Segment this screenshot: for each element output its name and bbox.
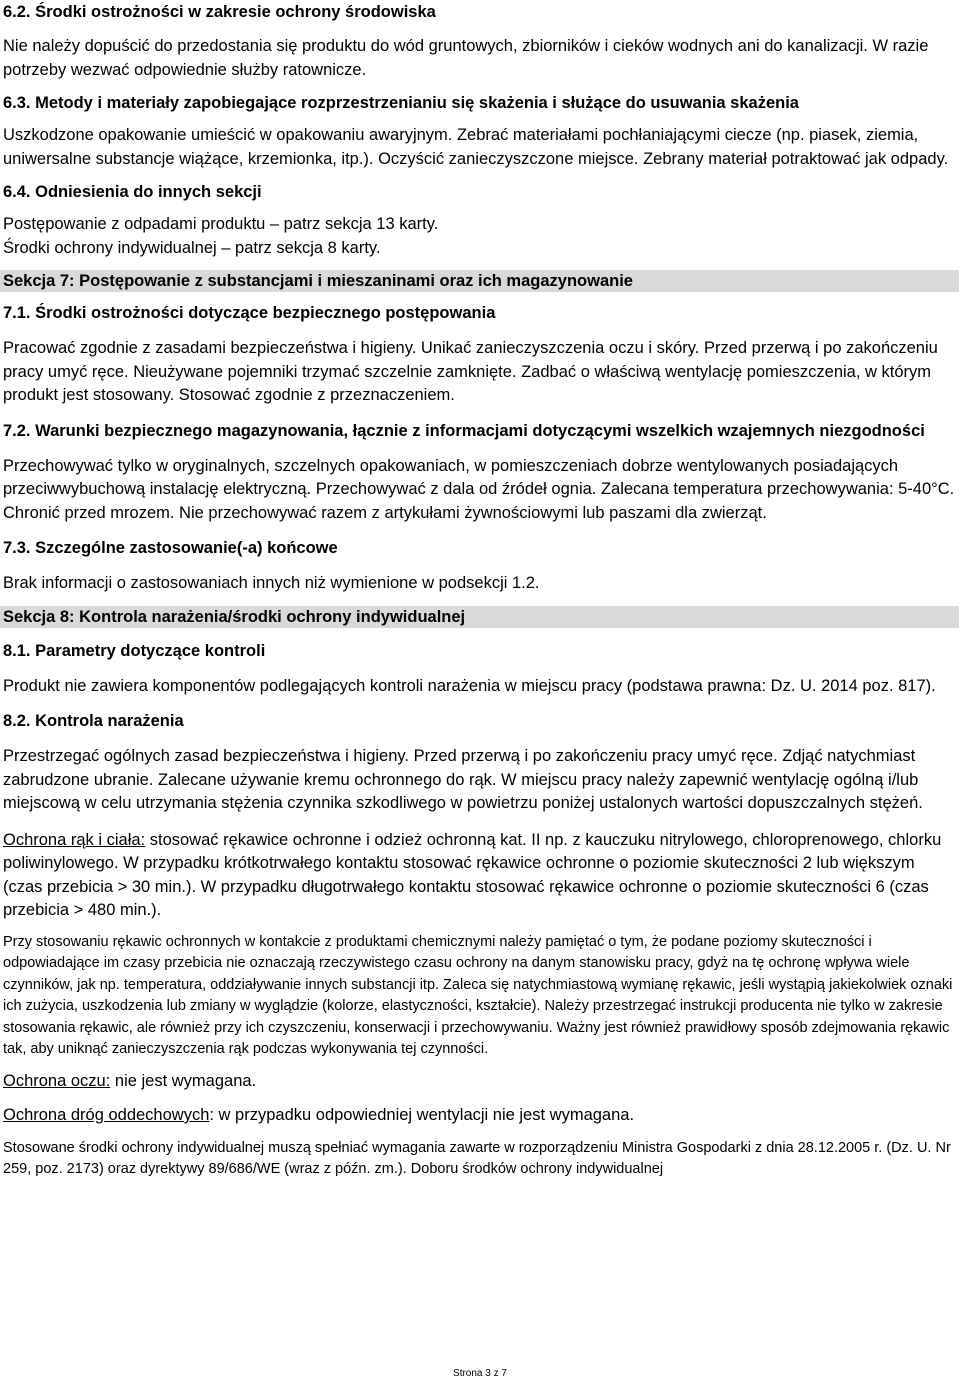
paragraph-8-2: Przestrzegać ogólnych zasad bezpieczeństwa i higieny. Przed przerwą i po zakończeniu pracy umyć ręce. Zdjąć natychmiast zabrudzone ubranie. Zalecane używanie kremu ochronnego do rąk. W miejscu pracy należy zapewnić wentylację ogólną i/lub miejscową w celu utrzymania stężenia czynnika szkodliwego w powietrzu poniżej ustalonych wartości dopuszczalnych stężeń.: [3, 747, 923, 812]
heading-6-3: 6.3. Metody i materiały zapobiegające rozprzestrzenianiu się skażenia i służące do usuwania skażenia: [3, 94, 799, 112]
page-separator: z: [490, 1368, 502, 1379]
eye-protection-label: Ochrona oczu:: [3, 1071, 111, 1090]
paragraph-ppe-requirements: Stosowane środki ochrony indywidualnej muszą spełniać wymagania zawarte w rozporządzeniu Ministra Gospodarki z dnia 28.12.2005 r. (Dz. U. Nr 259, poz. 2173) oraz dyrektywy 89/686/WE (wraz z późn. zm.). Doboru środków ochrony indywidualnej: [3, 1139, 951, 1177]
respiratory-protection-text: : w przypadku odpowiedniej wentylacji nie jest wymagana.: [209, 1106, 635, 1124]
paragraph-7-3: Brak informacji o zastosowaniach innych niż wymienione w podsekcji 1.2.: [3, 574, 540, 592]
paragraph-gloves-note: Przy stosowaniu rękawic ochronnych w kontakcie z produktami chemicznymi należy pamiętać o tym, że podane poziomy skuteczności i odpowiadające im czasy przebicia nie oznaczają rzeczywistego czasu ochrony na danym stanowisku pracy, gdyż na tę ochronę wpływa wiele czynników, jak np. temperatura, oddziaływanie innych substancji itp. Zaleca się natychmiastową wymianę rękawic, jeśli wystąpią jakiekolwiek oznaki ich zużycia, uszkodzenia lub zmiany w wyglądzie (kolorze, elastyczności, kształcie). Należy przestrzegać instrukcji producenta nie tylko w zakresie stosowania rękawic, ale również przy ich czyszczeniu, konserwacji i przechowywaniu. Ważny jest również prawidłowy sposób zdejmowania rękawic tak, aby uniknąć zanieczyszczenia rąk podczas wykonywania tej czynności.: [3, 933, 953, 1057]
heading-8-2: 8.2. Kontrola narażenia: [3, 712, 184, 730]
heading-6-2: 6.2. Środki ostrożności w zakresie ochrony środowiska: [3, 3, 436, 21]
paragraph-8-1: Produkt nie zawiera komponentów podlegających kontroli narażenia w miejscu pracy (podstawa prawna: Dz. U. 2014 poz. 817).: [3, 676, 936, 695]
section-7-title: Sekcja 7: Postępowanie z substancjami i mieszaninami oraz ich magazynowanie: [0, 270, 959, 292]
page-footer: [0, 1367, 960, 1380]
hand-protection-text: stosować rękawice ochronne i odzież ochronną kat. II np. z kauczuku nitrylowego, chloroprenowego, chlorku poliwinylowego. W przypadku krótkotrwałego kontaktu stosować rękawice ochronne o poziomie skuteczności 2 lub większym (czas przebicia > 30 min.). W przypadku długotrwałego kontaktu stosować rękawice ochronne o poziomie skuteczności 6 (czas przebicia > 480 min.).: [3, 830, 942, 919]
page-total: 7: [501, 1368, 507, 1379]
paragraph-7-1: Pracować zgodnie z zasadami bezpieczeństwa i higieny. Unikać zanieczyszczenia oczu i skóry. Przed przerwą i po zakończeniu pracy umyć ręce. Nieużywane pojemniki trzymać szczelnie zamknięte. Zadbać o właściwą wentylację pomieszczenia, w którym produkt jest stosowany. Stosować zgodnie z przeznaczeniem.: [3, 339, 938, 404]
heading-7-2: 7.2. Warunki bezpiecznego magazynowania, łącznie z informacjami dotyczącymi wszelkich wzajemnych niezgodności: [3, 421, 925, 440]
respiratory-protection-label: Ochrona dróg oddechowych: [3, 1106, 210, 1124]
paragraph-respiratory-protection: [3, 1104, 955, 1128]
paragraph-7-2: Przechowywać tylko w oryginalnych, szczelnych opakowaniach, w pomieszczeniach dobrze wentylowanych posiadających przeciwwybuchową instalację elektryczną. Przechowywać z dala od źródeł ognia. Zalecana temperatura przechowywania: 5-40°C. Chronić przed mrozem. Nie przechowywać razem z artykułami żywnościowymi lub paszami dla zwierząt.: [3, 456, 955, 522]
heading-7-3: 7.3. Szczególne zastosowanie(-a) końcowe: [3, 539, 338, 557]
page-label: Strona: [453, 1368, 486, 1379]
hand-protection-label: Ochrona rąk i ciała:: [3, 830, 146, 849]
paragraph-6-4-waste: Postępowanie z odpadami produktu – patrz sekcja 13 karty.: [3, 215, 439, 233]
heading-7-1: 7.1. Środki ostrożności dotyczące bezpiecznego postępowania: [3, 304, 496, 322]
section-8-title: Sekcja 8: Kontrola narażenia/środki ochrony indywidualnej: [0, 606, 959, 628]
paragraph-6-4-ppe: Środki ochrony indywidualnej – patrz sekcja 8 karty.: [3, 238, 381, 257]
paragraph-hand-protection: [3, 829, 955, 923]
paragraph-6-2: Nie należy dopuścić do przedostania się produktu do wód gruntowych, zbiorników i cieków wodnych ani do kanalizacji. W razie potrzeby wezwać odpowiednie służby ratownicze.: [3, 37, 929, 79]
heading-6-4: 6.4. Odniesienia do innych sekcji: [3, 183, 262, 201]
paragraph-6-3: Uszkodzone opakowanie umieścić w opakowaniu awaryjnym. Zebrać materiałami pochłaniającymi ciecze (np. piasek, ziemia, uniwersalne substancje wiążące, krzemionka, itp.). Oczyścić zanieczyszczone miejsce. Zebrany materiał potraktować jak odpady.: [3, 126, 949, 168]
page-current: 3: [485, 1368, 491, 1379]
paragraph-eye-protection: [3, 1070, 955, 1094]
document-page: [3, 0, 955, 1181]
eye-protection-text: nie jest wymagana.: [110, 1071, 257, 1090]
heading-8-1: 8.1. Parametry dotyczące kontroli: [3, 641, 266, 660]
